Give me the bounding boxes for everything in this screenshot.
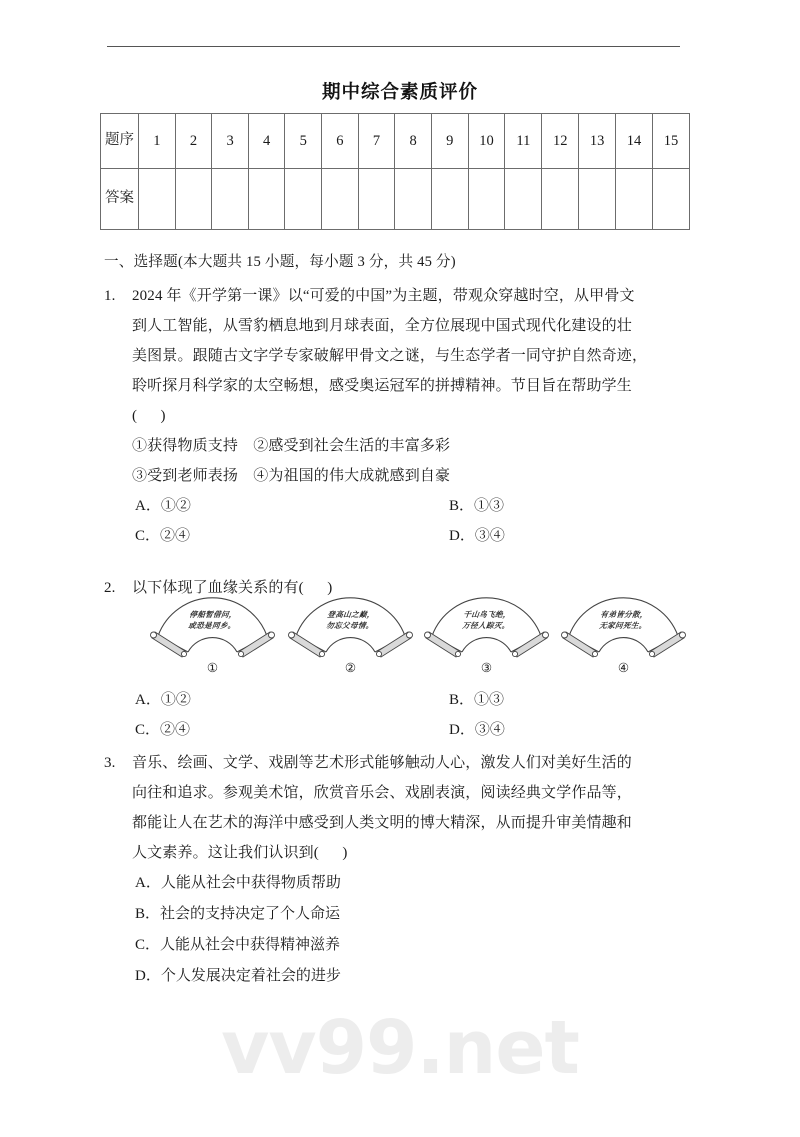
section-heading: 一、选择题(本大题共 15 小题，每小题 3 分，共 45 分)	[104, 254, 456, 270]
question-number-cell: 12	[542, 114, 579, 169]
watermark: vv99.net	[221, 1005, 579, 1091]
fan-4-poem	[550, 610, 697, 631]
question-1-options-row-2	[104, 521, 694, 551]
option-c[interactable]: C．②④	[135, 528, 191, 544]
fan-3-line-2: 万径人踪灭。	[461, 620, 511, 630]
question-1-text: 美图景。跟随古文字学专家破解甲骨文之谜，与生态学者一同守护自然奇迹，	[132, 348, 648, 364]
question-number-cell: 13	[579, 114, 616, 169]
question-1-options-row-1	[104, 491, 694, 521]
fan-1-line-2: 或恐是同乡。	[187, 620, 237, 630]
question-number-cell: 14	[616, 114, 653, 169]
fan-2-line-1: 登高山之巅，	[326, 610, 376, 619]
question-number-cell: 4	[248, 114, 285, 169]
question-1-stem-line-4	[104, 371, 694, 401]
question-1-stem-line-1	[104, 281, 694, 311]
answer-cell[interactable]	[616, 169, 653, 230]
question-2-number: 2.	[104, 580, 116, 596]
fan-shape-3	[414, 596, 559, 666]
question-2-options-row-2	[104, 715, 694, 745]
option-c[interactable]: C．②④	[135, 722, 191, 738]
option-d[interactable]: D．个人发展决定着社会的进步	[135, 968, 341, 984]
question-3-text: 向往和追求。参观美术馆，欣赏音乐会、戏剧表演，阅读经典文学作品等，	[132, 785, 632, 801]
question-2-text: 以下体现了血缘关系的有( )	[132, 580, 333, 596]
fan-4-label: ④	[617, 661, 630, 675]
question-number-cell: 5	[285, 114, 322, 169]
answer-cell[interactable]	[431, 169, 468, 230]
answer-cell[interactable]	[139, 169, 176, 230]
question-1-stem-line-3	[104, 341, 694, 371]
fan-diagram-1	[140, 596, 285, 684]
fan-1-line-1: 停船暂借问，	[188, 610, 238, 619]
fan-shape-4	[551, 596, 696, 666]
page-title: 期中综合素质评价	[321, 82, 478, 103]
question-1-blank-parens[interactable]: ( )	[132, 408, 166, 424]
fan-3-line-1: 千山鸟飞绝，	[462, 610, 512, 619]
answer-cell[interactable]	[652, 169, 689, 230]
question-number-cell: 15	[652, 114, 689, 169]
answer-sheet-table	[100, 113, 690, 230]
row-label-question-order	[101, 114, 139, 169]
option-d[interactable]: D．③④	[449, 528, 505, 544]
option-c[interactable]: C．人能从社会中获得精神滋养	[135, 937, 341, 953]
question-number-cell: 1	[139, 114, 176, 169]
question-1-text: 聆听探月科学家的太空畅想，感受奥运冠军的拼搏精神。节目旨在帮助学生	[132, 378, 632, 394]
question-1-stem-line-2	[104, 311, 694, 341]
answer-cell[interactable]	[358, 169, 395, 230]
question-3-stem-line-2	[104, 778, 694, 808]
answer-cell[interactable]	[322, 169, 359, 230]
question-number-cell: 2	[175, 114, 212, 169]
fan-2-line-2: 勿忘父母情。	[325, 620, 375, 630]
answer-cell[interactable]	[505, 169, 542, 230]
row-label-char-2: 答案	[105, 190, 135, 207]
fan-shape-2	[278, 596, 423, 666]
question-number-cell: 8	[395, 114, 432, 169]
question-number-cell: 3	[212, 114, 249, 169]
question-3	[104, 748, 694, 992]
row-label-answer	[101, 169, 139, 230]
question-3-number: 3.	[104, 755, 116, 771]
question-number-cell: 6	[322, 114, 359, 169]
header-rule	[107, 46, 680, 47]
answer-cell[interactable]	[468, 169, 505, 230]
question-1-text: 2024 年《开学第一课》以“可爱的中国”为主题，带观众穿越时空，从甲骨文	[132, 288, 635, 304]
option-a[interactable]: A．人能从社会中获得物质帮助	[135, 875, 341, 891]
option-b[interactable]: B．①③	[449, 498, 505, 514]
option-a[interactable]: A．①②	[135, 692, 191, 708]
fan-2-label: ②	[344, 661, 357, 675]
question-3-options	[104, 868, 694, 992]
fan-4-line-2: 无家问死生。	[598, 620, 648, 630]
question-1-answer-blank	[104, 401, 694, 431]
answer-cell[interactable]	[579, 169, 616, 230]
question-1-number: 1.	[104, 288, 116, 304]
question-3-text: 都能让人在艺术的海洋中感受到人类文明的博大精深，从而提升审美情趣和	[132, 815, 632, 831]
question-3-blank-parens[interactable]: 人文素养。这让我们认识到( )	[132, 845, 348, 861]
question-number-cell: 10	[468, 114, 505, 169]
fan-3-label: ③	[480, 661, 493, 675]
table-row-question-numbers	[101, 114, 690, 169]
answer-cell[interactable]	[212, 169, 249, 230]
option-a[interactable]: A．①②	[135, 498, 191, 514]
fan-illustration-group	[104, 596, 694, 684]
option-b[interactable]: B．社会的支持决定了个人命运	[135, 906, 341, 922]
question-1-statement-1	[104, 431, 694, 461]
question-1-statement-2	[104, 461, 694, 491]
answer-cell[interactable]	[175, 169, 212, 230]
table-row-answers	[101, 169, 690, 230]
fan-shape-1	[140, 596, 285, 666]
question-number-cell: 7	[358, 114, 395, 169]
answer-cell[interactable]	[395, 169, 432, 230]
question-2-options-row-1	[104, 685, 694, 715]
question-3-stem-line-4	[104, 838, 694, 868]
question-1-text: 到人工智能，从雪豹栖息地到月球表面，全方位展现中国式现代化建设的壮	[132, 318, 632, 334]
question-2-options	[104, 685, 694, 745]
question-3-text: 音乐、绘画、文学、戏剧等艺术形式能够触动人心，激发人们对美好生活的	[132, 755, 632, 771]
fan-4-line-1: 有弟皆分散，	[599, 610, 649, 619]
fan-1-label: ①	[206, 661, 219, 675]
fan-diagram-2	[278, 596, 423, 684]
fan-3-poem	[413, 610, 560, 631]
question-number-cell: 9	[431, 114, 468, 169]
fan-1-poem	[139, 610, 286, 631]
option-d[interactable]: D．③④	[449, 722, 505, 738]
question-3-stem-line-3	[104, 808, 694, 838]
fan-2-poem	[277, 610, 424, 631]
fan-diagram-4	[551, 596, 696, 684]
question-3-stem-line-1	[104, 748, 694, 778]
answer-cell[interactable]	[542, 169, 579, 230]
fan-diagram-3	[414, 596, 559, 684]
statement-text: ③受到老师表扬 ④为祖国的伟大成就感到自豪	[132, 468, 451, 484]
statement-text: ①获得物质支持 ②感受到社会生活的丰富多彩	[132, 438, 451, 454]
row-label-char-1: 题序	[105, 132, 135, 149]
answer-cell[interactable]	[248, 169, 285, 230]
question-number-cell: 11	[505, 114, 542, 169]
option-b[interactable]: B．①③	[449, 692, 505, 708]
answer-cell[interactable]	[285, 169, 322, 230]
question-1	[104, 281, 694, 551]
